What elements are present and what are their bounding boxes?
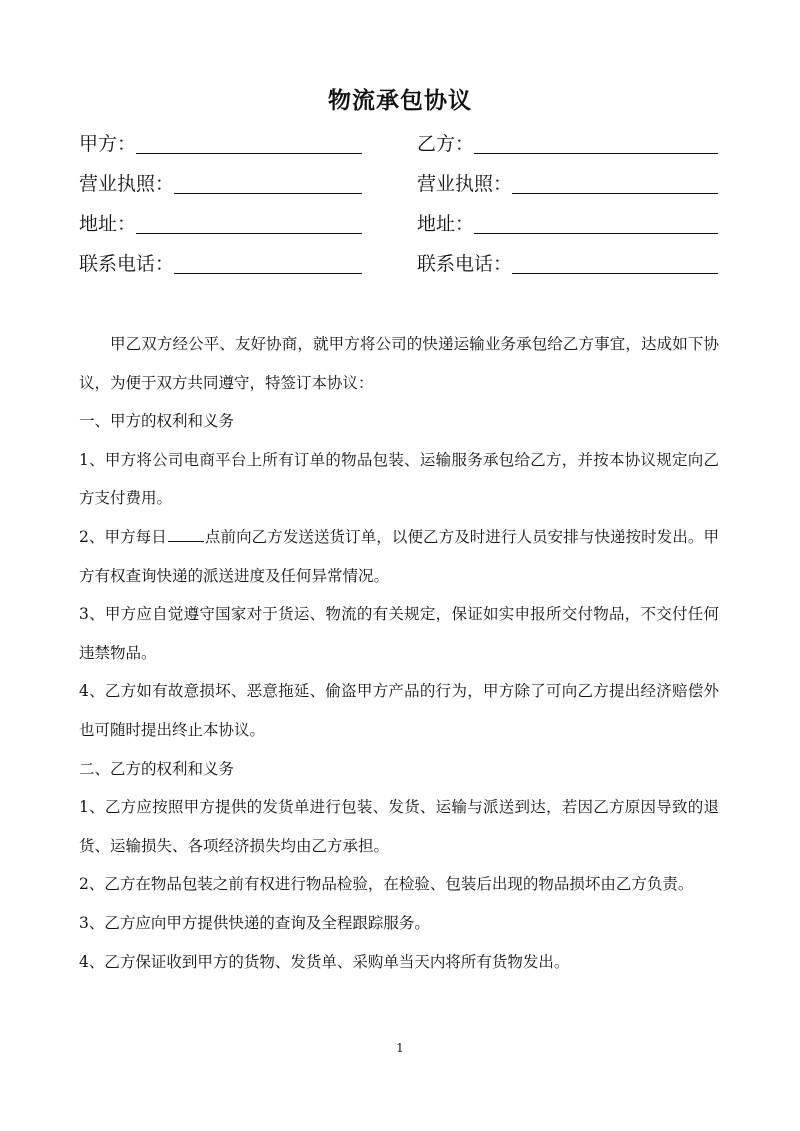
- license-a-label: 营业执照：: [79, 173, 175, 195]
- party-b-field: [417, 131, 718, 157]
- party-b-blank[interactable]: [474, 135, 718, 154]
- phone-b-blank[interactable]: [512, 255, 718, 274]
- section-1-item-4: 4、乙方如有故意损坏、恶意拖延、偷盗甲方产品的行为，甲方除了可向乙方提出经济赔偿外也可随时提出终止本协议。: [79, 682, 719, 739]
- phone-a-field: [79, 251, 362, 277]
- address-a-label: 地址：: [79, 213, 137, 235]
- license-b-field: [417, 171, 718, 197]
- section-2-item-3: 3、乙方应向甲方提供快递的查询及全程跟踪服务。: [79, 913, 430, 932]
- address-b-blank[interactable]: [474, 215, 718, 234]
- address-a-blank[interactable]: [136, 215, 362, 234]
- address-b-label: 地址：: [417, 213, 475, 235]
- address-b-field: [417, 211, 718, 237]
- section-2-item-2: 2、乙方在物品包装之前有权进行物品检验，在检验、包装后出现的物品损坏由乙方负责。: [79, 875, 694, 894]
- party-a-blank[interactable]: [136, 135, 362, 154]
- section-1-item-2: [79, 518, 719, 595]
- section-1-item-3: 3、甲方应自觉遵守国家对于货运、物流的有关规定，保证如实申报所交付物品，不交付任何违禁物品。: [79, 605, 719, 662]
- party-a-label: 甲方：: [79, 133, 137, 155]
- delivery-hour-blank[interactable]: [168, 527, 204, 542]
- agreement-body: [79, 325, 719, 981]
- license-a-blank[interactable]: [174, 175, 362, 194]
- intro-paragraph: 甲乙双方经公平、友好协商，就甲方将公司的快递运输业务承包给乙方事宜，达成如下协议，为便于双方共同遵守，特签订本协议：: [79, 335, 719, 392]
- document-title: 物流承包协议: [328, 88, 472, 114]
- license-b-label: 营业执照：: [417, 173, 513, 195]
- license-b-blank[interactable]: [512, 175, 718, 194]
- section-2-item-1: 1、乙方应按照甲方提供的发货单进行包装、发货、运输与派送到达，若因乙方原因导致的退货、运输损失、各项经济损失均由乙方承担。: [79, 798, 719, 855]
- section-1-item-2-end: 点前向乙方发送送货订单，以便乙方及时进行人员安排与快递按时发出。甲方有权查询快递的派送进度及任何异常情况。: [79, 527, 719, 585]
- section-2-heading: 二、乙方的权利和义务: [79, 759, 235, 778]
- page-number: 1: [396, 1041, 404, 1055]
- section-2-item-4: 4、乙方保证收到甲方的货物、发货单、采购单当天内将所有货物发出。: [79, 952, 570, 971]
- license-a-field: [79, 171, 362, 197]
- phone-a-label: 联系电话：: [79, 253, 175, 275]
- section-1-item-2-start: 2、甲方每日: [79, 527, 167, 546]
- section-1-item-1: 1、甲方将公司电商平台上所有订单的物品包装、运输服务承包给乙方，并按本协议规定向乙方支付费用。: [79, 450, 719, 508]
- address-a-field: [79, 211, 362, 237]
- phone-b-label: 联系电话：: [417, 253, 513, 275]
- phone-a-blank[interactable]: [174, 255, 362, 274]
- party-a-field: [79, 131, 362, 157]
- party-b-label: 乙方：: [417, 133, 475, 155]
- section-1-heading: 一、甲方的权利和义务: [79, 412, 235, 431]
- phone-b-field: [417, 251, 718, 277]
